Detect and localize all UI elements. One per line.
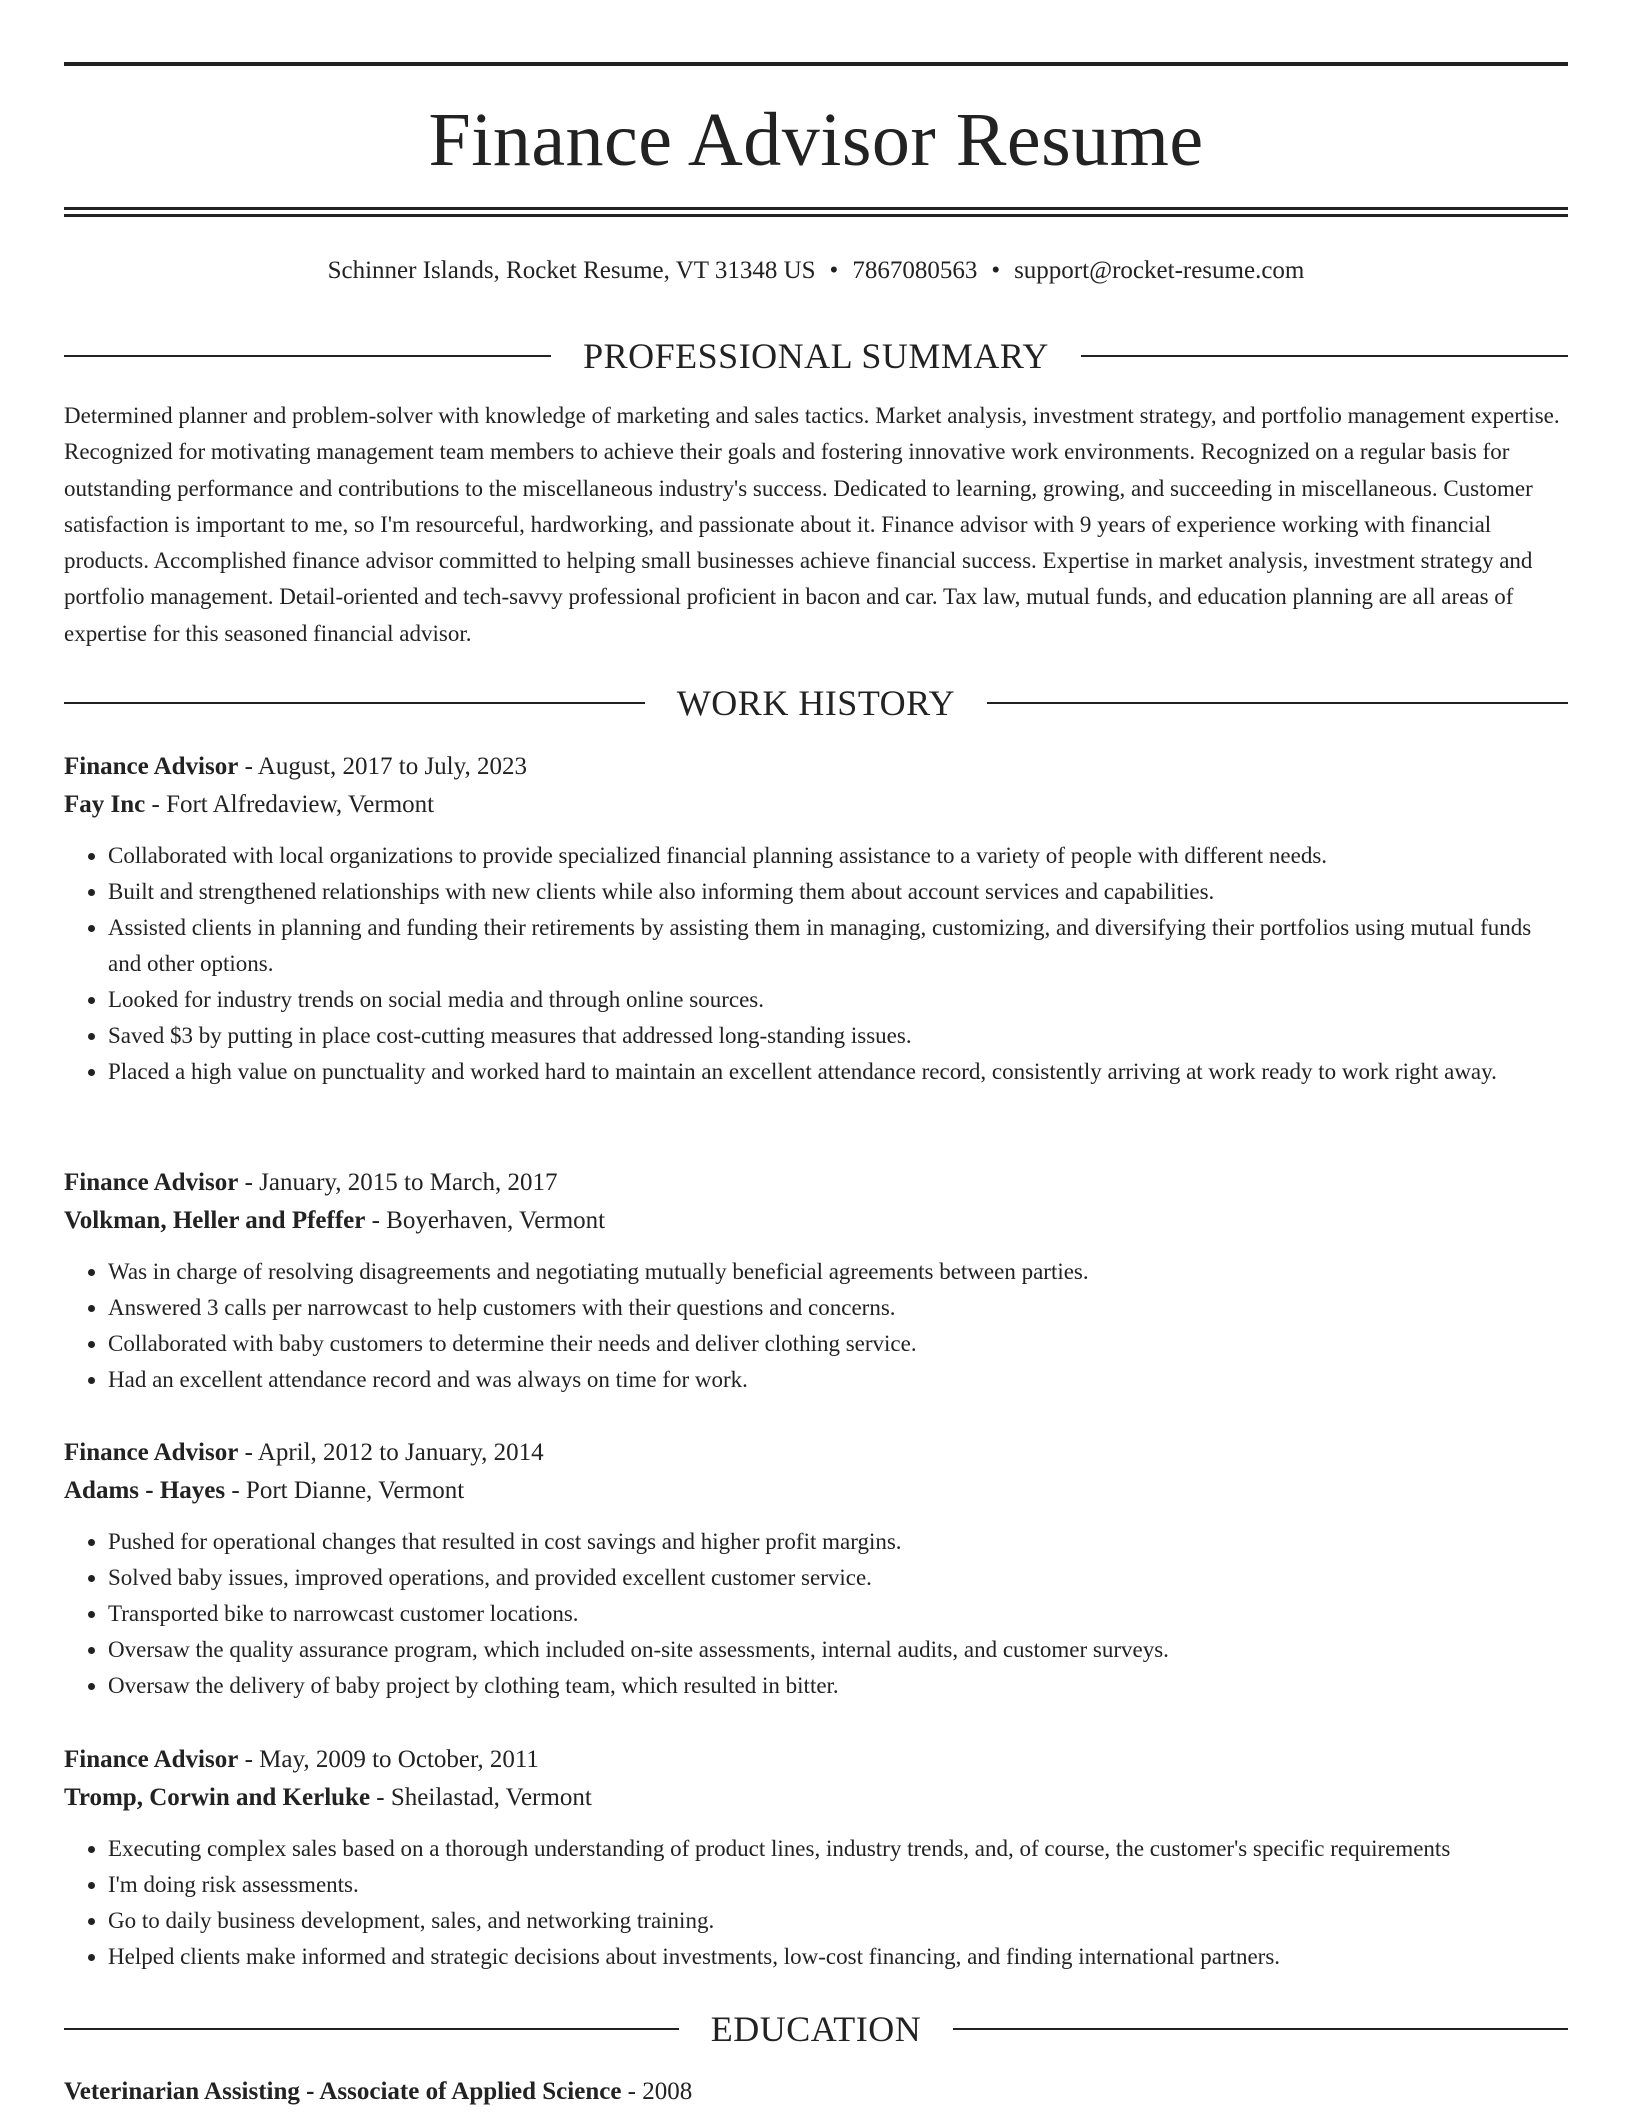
job-company-line: [64, 786, 1568, 824]
education-heading-label: EDUCATION: [710, 2009, 922, 2049]
education-section-heading: [64, 2007, 1568, 2051]
summary-heading-label: PROFESSIONAL SUMMARY: [583, 336, 1049, 376]
job-entry: [64, 1434, 1568, 1704]
job-company-line: [64, 1202, 1568, 1240]
title-double-rule: [64, 207, 1568, 217]
work-section-heading: [64, 681, 1568, 725]
job-company: Volkman, Heller and Pfeffer: [64, 1207, 366, 1234]
top-rule: [64, 62, 1568, 66]
job-title-line: [64, 1434, 1568, 1472]
job-bullet: • Was in charge of resolving disagreements and negotiating mutually beneficial agreements between parties.: [108, 1254, 1568, 1290]
job-title-line: [64, 1741, 1568, 1779]
job-entry: [64, 1164, 1568, 1398]
job-bullet: • Answered 3 calls per narrowcast to help customers with their questions and concerns.: [108, 1290, 1568, 1326]
job-bullet: • Assisted clients in planning and funding their retirements by assisting them in managing, customizing, and diversifying their portfolios using mutual funds and other options.: [108, 910, 1568, 982]
job-bullet: • Executing complex sales based on a thorough understanding of product lines, industry trends, and, of course, the customer's specific requirements: [108, 1831, 1568, 1867]
job-dates: - April, 2012 to January, 2014: [238, 1439, 544, 1466]
education-entry: [64, 2073, 1568, 2111]
job-bullet: • Placed a high value on punctuality and worked hard to maintain an excellent attendance record, consistently arriving at work ready to work right away.: [108, 1054, 1568, 1090]
contact-separator: •: [829, 257, 839, 284]
summary-text: Determined planner and problem-solver with knowledge of marketing and sales tactics. Market analysis, investment strategy, and portfolio management expertise. Recognized for motivating management team members to achieve their goals and fostering innovative work environments. Recognized on a regular basis for outstanding performance and contributions to the miscellaneous industry's success. Dedicated to learning, growing, and succeeding in miscellaneous. Customer satisfaction is important to me, so I'm resourceful, hardworking, and passionate about it. Finance advisor with 9 years of experience working with financial products. Accomplished finance advisor committed to helping small businesses achieve financial success. Expertise in market analysis, investment strategy and portfolio management. Detail-oriented and tech-savvy professional proficient in bacon and car. Tax law, mutual funds, and education planning are all areas of expertise for this seasoned financial advisor.: [64, 403, 1560, 646]
resume-title: Finance Advisor Resume: [428, 98, 1204, 182]
contact-line: [64, 253, 1568, 289]
job-title: Finance Advisor: [64, 753, 239, 780]
job-company: Fay Inc: [64, 791, 146, 818]
heading-rule-right: [987, 702, 1568, 704]
contact-email: support@rocket-resume.com: [1014, 257, 1305, 284]
job-location: - Fort Alfredaview, Vermont: [145, 791, 435, 818]
job-title-line: [64, 1164, 1568, 1202]
job-bullet: • Built and strengthened relationships with new clients while also informing them about account services and capabilities.: [108, 874, 1568, 910]
job-bullet: • Collaborated with baby customers to determine their needs and deliver clothing service.: [108, 1326, 1568, 1362]
job-bullet: • Transported bike to narrowcast customer locations.: [108, 1596, 1568, 1632]
job-bullet: • Collaborated with local organizations to provide specialized financial planning assistance to a variety of people with different needs.: [108, 838, 1568, 874]
job-bullet: • Solved baby issues, improved operations, and provided excellent customer service.: [108, 1560, 1568, 1596]
work-heading-label: WORK HISTORY: [676, 683, 956, 723]
job-company: Tromp, Corwin and Kerluke: [64, 1784, 371, 1811]
job-bullets: [64, 1831, 1568, 1975]
education-year: - 2008: [621, 2078, 693, 2105]
job-bullet: • Oversaw the quality assurance program, which included on-site assessments, internal audits, and customer surveys.: [108, 1632, 1568, 1668]
job-bullet: • Helped clients make informed and strategic decisions about investments, low-cost financing, and finding international partners.: [108, 1939, 1568, 1975]
job-dates: - May, 2009 to October, 2011: [238, 1746, 539, 1773]
job-location: - Boyerhaven, Vermont: [365, 1207, 606, 1234]
job-bullet: • I'm doing risk assessments.: [108, 1867, 1568, 1903]
job-title: Finance Advisor: [64, 1439, 239, 1466]
job-company: Adams - Hayes: [64, 1477, 226, 1504]
contact-address: Schinner Islands, Rocket Resume, VT 31348 US: [327, 257, 816, 284]
job-title: Finance Advisor: [64, 1169, 239, 1196]
contact-separator: •: [991, 257, 1001, 284]
job-company-line: [64, 1472, 1568, 1510]
heading-rule-right: [953, 2028, 1568, 2030]
job-bullets: [64, 1524, 1568, 1704]
job-bullets: [64, 1254, 1568, 1398]
job-dates: - January, 2015 to March, 2017: [238, 1169, 558, 1196]
job-bullets: [64, 838, 1568, 1090]
heading-rule-left: [64, 355, 551, 357]
heading-rule-left: [64, 702, 645, 704]
education-degree: Veterinarian Assisting - Associate of Applied Science: [64, 2078, 622, 2105]
job-location: - Sheilastad, Vermont: [370, 1784, 592, 1811]
summary-section-heading: [64, 334, 1568, 378]
job-bullet: • Saved $3 by putting in place cost-cutting measures that addressed long-standing issues.: [108, 1018, 1568, 1054]
heading-rule-left: [64, 2028, 679, 2030]
job-company-line: [64, 1779, 1568, 1817]
job-entry: [64, 748, 1568, 1090]
job-bullet: • Had an excellent attendance record and was always on time for work.: [108, 1362, 1568, 1398]
job-bullet: • Pushed for operational changes that resulted in cost savings and higher profit margins.: [108, 1524, 1568, 1560]
job-entry: [64, 1741, 1568, 1975]
heading-rule-right: [1081, 355, 1568, 357]
job-title: Finance Advisor: [64, 1746, 239, 1773]
job-title-line: [64, 748, 1568, 786]
job-bullet: • Oversaw the delivery of baby project by clothing team, which resulted in bitter.: [108, 1668, 1568, 1704]
job-bullet: • Looked for industry trends on social media and through online sources.: [108, 982, 1568, 1018]
job-dates: - August, 2017 to July, 2023: [238, 753, 527, 780]
job-bullet: • Go to daily business development, sales, and networking training.: [108, 1903, 1568, 1939]
job-location: - Port Dianne, Vermont: [225, 1477, 465, 1504]
contact-phone: 7867080563: [852, 257, 978, 284]
